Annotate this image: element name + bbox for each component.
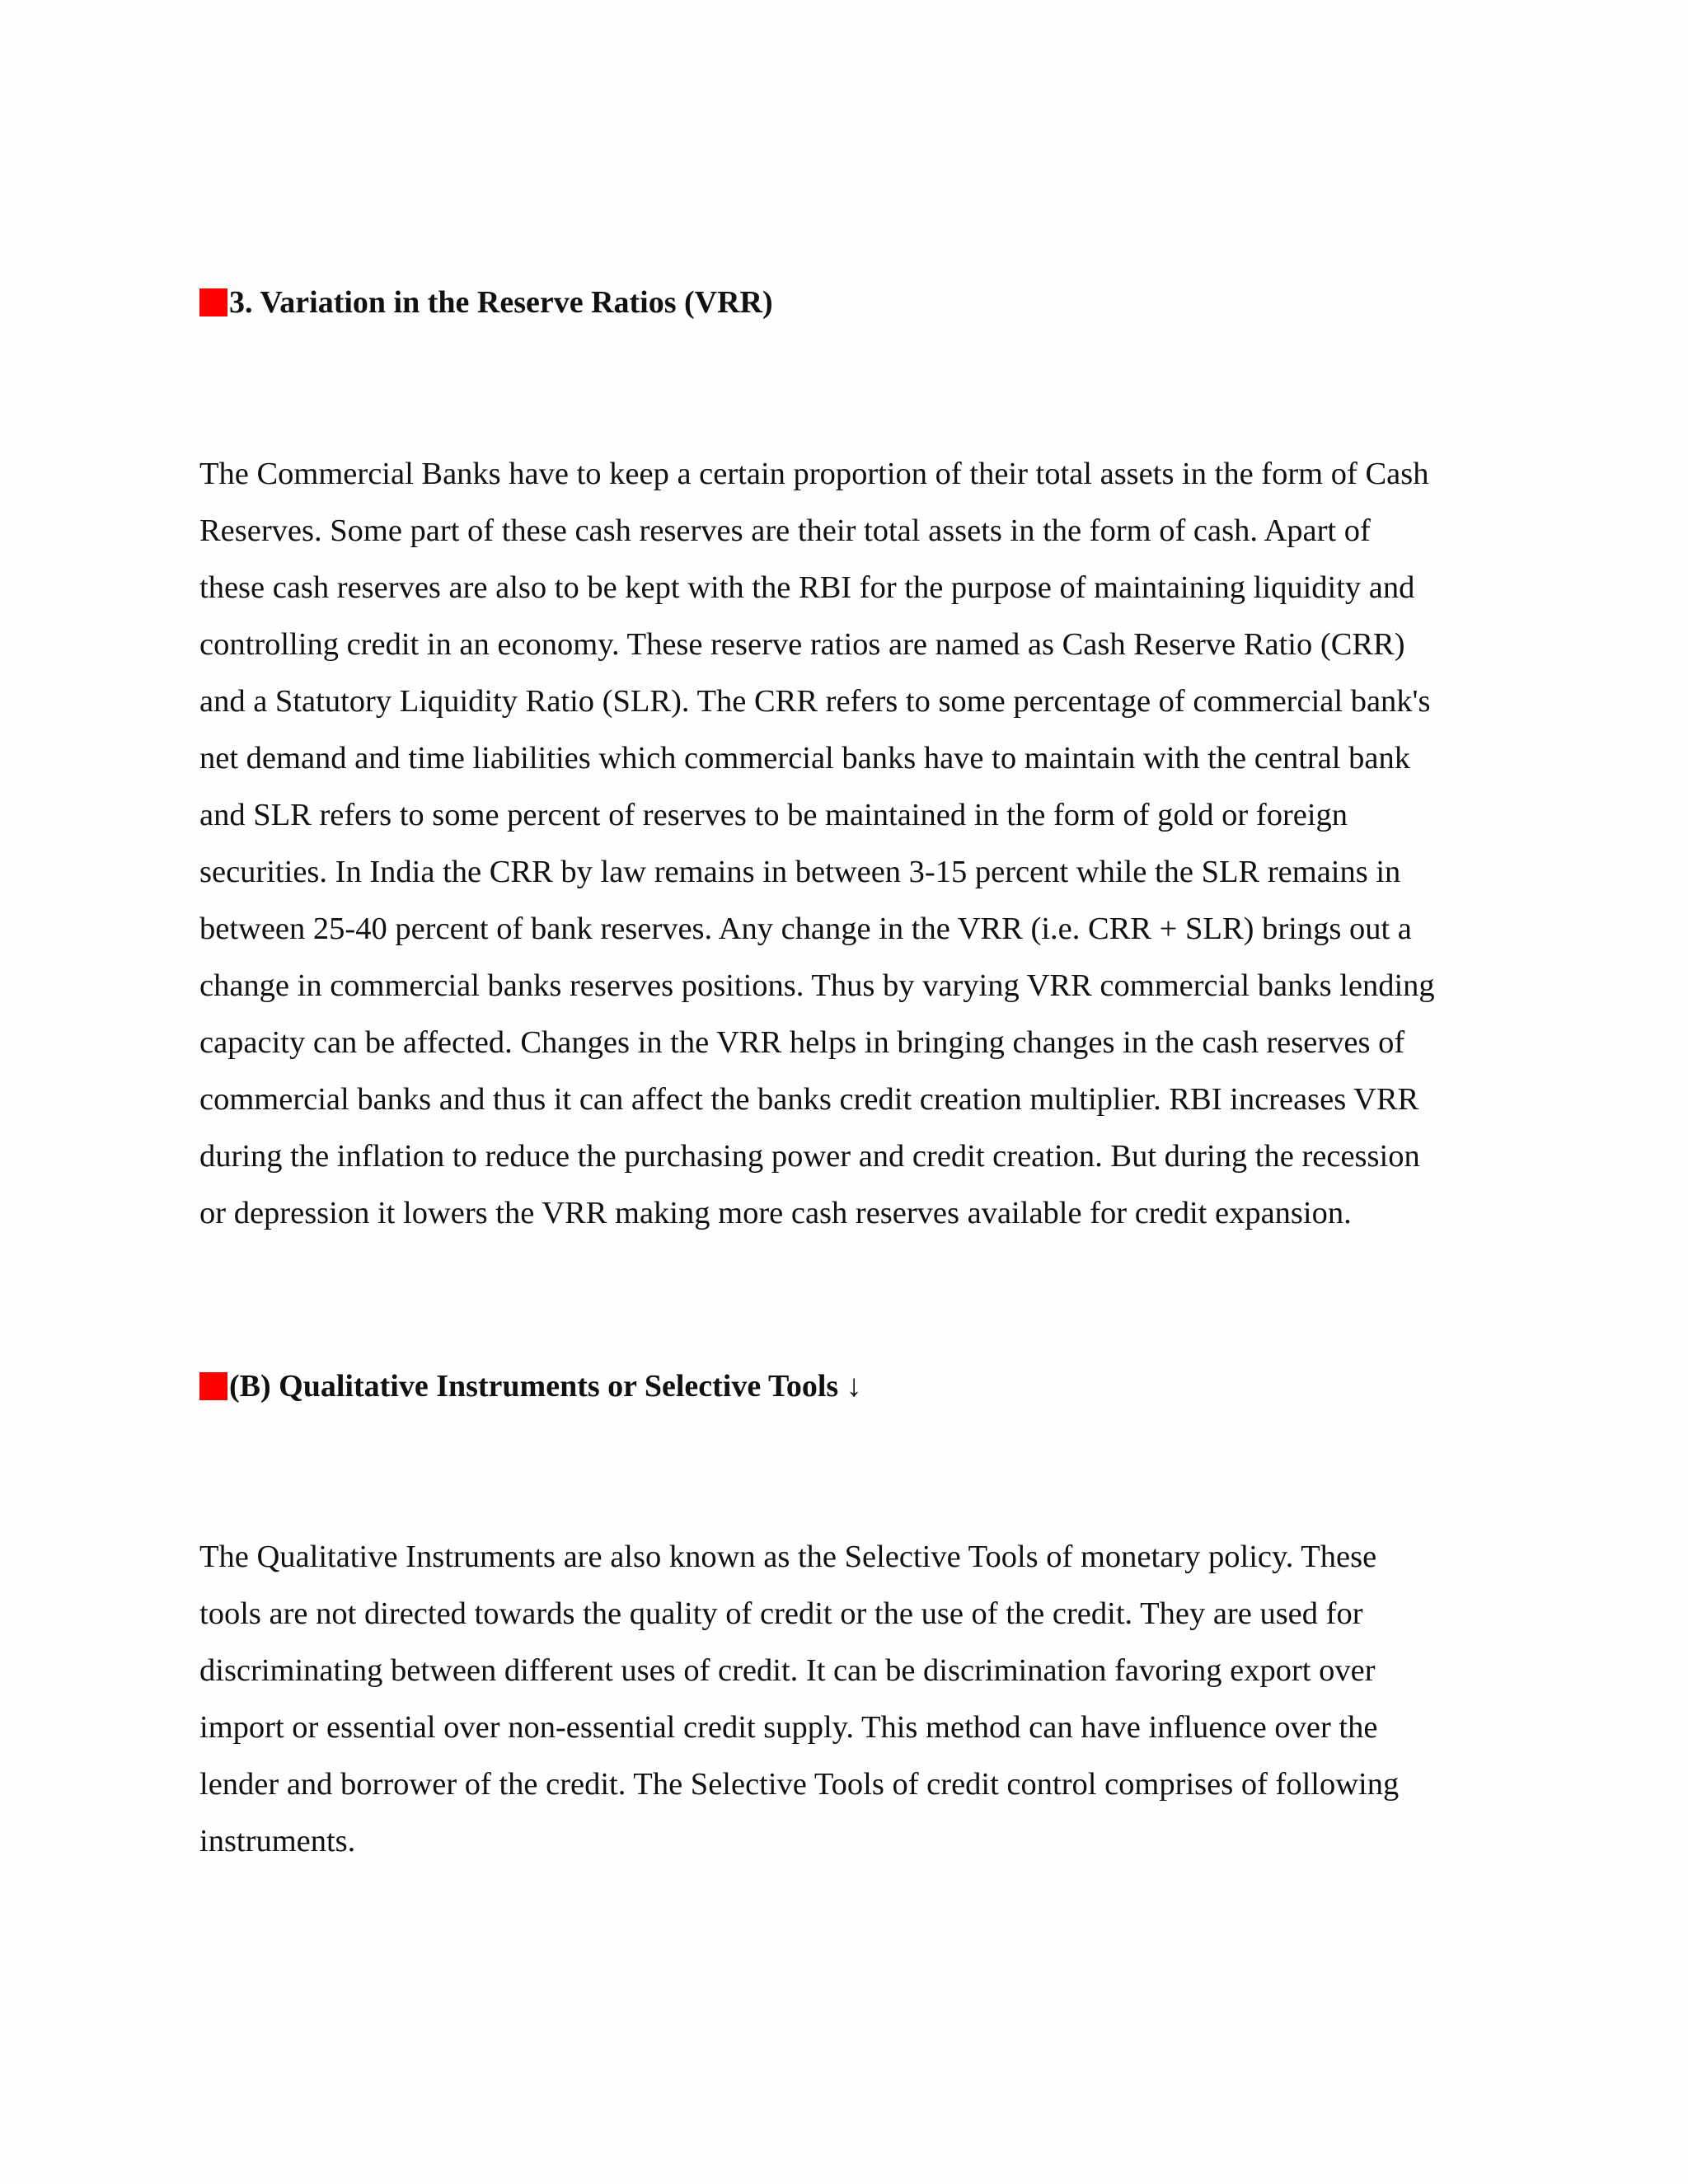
section-heading-qualitative bbox=[199, 1371, 862, 1402]
paragraph-line: and SLR refers to some percent of reserves to be maintained in the form of gold or foreign bbox=[199, 798, 1348, 832]
paragraph-line: instruments. bbox=[199, 1824, 356, 1858]
paragraph-line: discriminating between different uses of credit. It can be discrimination favoring export over bbox=[199, 1653, 1376, 1688]
paragraph-line: between 25-40 percent of bank reserves. Any change in the VRR (i.e. CRR + SLR) brings out a bbox=[199, 912, 1412, 946]
red-square-bullet-icon bbox=[199, 288, 227, 316]
paragraph-line: commercial banks and thus it can affect the banks credit creation multiplier. RBI increases VRR bbox=[199, 1082, 1419, 1117]
section-heading-text: 3. Variation in the Reserve Ratios (VRR) bbox=[229, 285, 773, 320]
paragraph-line: lender and borrower of the credit. The Selective Tools of credit control comprises of following bbox=[199, 1767, 1400, 1802]
paragraph-line: capacity can be affected. Changes in the VRR helps in bringing changes in the cash reserves of bbox=[199, 1025, 1405, 1060]
paragraph-line: tools are not directed towards the quality of credit or the use of the credit. They are used for bbox=[199, 1596, 1363, 1631]
red-square-bullet-icon bbox=[199, 1372, 227, 1400]
paragraph-line: The Qualitative Instruments are also known as the Selective Tools of monetary policy. These bbox=[199, 1540, 1377, 1574]
paragraph-qualitative bbox=[199, 1529, 1518, 1870]
paragraph-line: change in commercial banks reserves positions. Thus by varying VRR commercial banks lending bbox=[199, 968, 1435, 1003]
paragraph-line: and a Statutory Liquidity Ratio (SLR). The CRR refers to some percentage of commercial bank's bbox=[199, 684, 1431, 719]
paragraph-vrr bbox=[199, 446, 1518, 1242]
paragraph-line: during the inflation to reduce the purchasing power and credit creation. But during the recession bbox=[199, 1139, 1420, 1174]
paragraph-line: these cash reserves are also to be kept with the RBI for the purpose of maintaining liquidity and bbox=[199, 570, 1415, 605]
paragraph-line: The Commercial Banks have to keep a certain proportion of their total assets in the form of Cash bbox=[199, 457, 1429, 491]
section-heading-text: (B) Qualitative Instruments or Selective Tools ↓ bbox=[229, 1369, 862, 1404]
paragraph-line: Reserves. Some part of these cash reserves are their total assets in the form of cash. Apart of bbox=[199, 513, 1371, 548]
section-heading-vrr bbox=[199, 287, 773, 318]
paragraph-line: or depression it lowers the VRR making more cash reserves available for credit expansion. bbox=[199, 1196, 1352, 1230]
paragraph-line: controlling credit in an economy. These reserve ratios are named as Cash Reserve Ratio (CRR) bbox=[199, 627, 1405, 662]
paragraph-line: securities. In India the CRR by law remains in between 3-15 percent while the SLR remains in bbox=[199, 855, 1401, 889]
paragraph-line: net demand and time liabilities which commercial banks have to maintain with the central bank bbox=[199, 741, 1410, 776]
paragraph-line: import or essential over non-essential credit supply. This method can have influence over the bbox=[199, 1710, 1378, 1745]
